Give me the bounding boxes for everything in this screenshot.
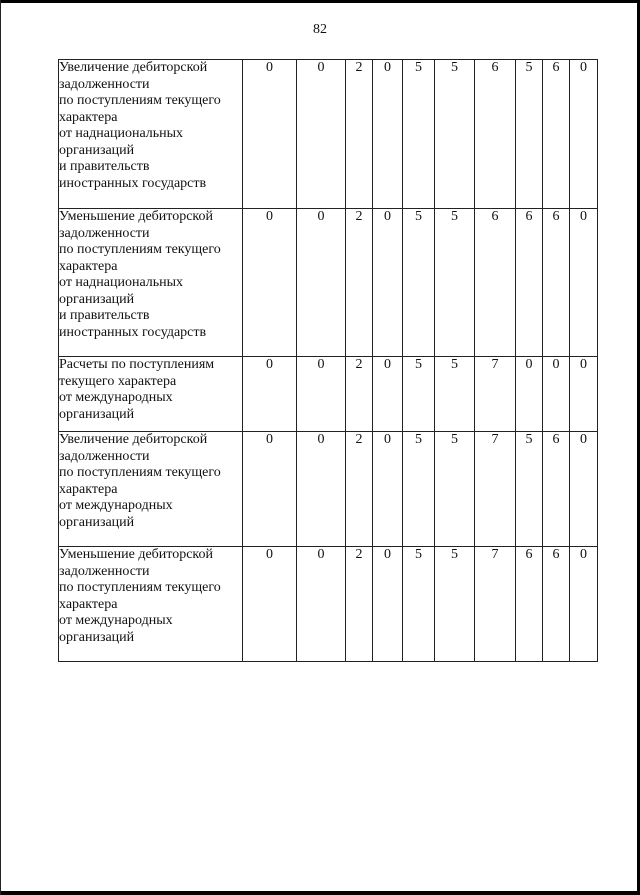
code-digit-cell: 5 <box>403 60 435 209</box>
row-label <box>59 209 243 357</box>
code-digit-cell: 0 <box>373 547 403 662</box>
code-digit-cell: 6 <box>516 209 543 357</box>
code-digit-cell: 0 <box>243 357 297 432</box>
code-digit-cell: 2 <box>346 209 373 357</box>
code-digit-cell: 0 <box>516 357 543 432</box>
code-digit-cell: 6 <box>475 60 516 209</box>
code-digit-cell: 0 <box>297 547 346 662</box>
code-digit-cell: 0 <box>243 432 297 547</box>
label-line: и правительств <box>59 159 150 174</box>
scan-border-left <box>0 0 1 895</box>
row-label <box>59 547 243 662</box>
code-digit-cell: 0 <box>570 60 598 209</box>
label-line: и правительств <box>59 308 150 323</box>
label-line: текущего характера <box>59 373 177 389</box>
code-digit-cell: 0 <box>373 60 403 209</box>
table-row <box>59 60 598 209</box>
table-row <box>59 357 598 432</box>
label-line: от наднациональных <box>59 126 184 141</box>
label-line: от международных <box>59 498 173 513</box>
table-row <box>59 209 598 357</box>
label-line: характера <box>59 109 118 125</box>
label-line: по поступлениям текущего <box>59 242 221 257</box>
label-line: от международных <box>59 613 173 628</box>
label-line: Уменьшение дебиторской <box>59 209 214 224</box>
label-line: задолженности <box>59 225 150 241</box>
label-line: иностранных государств <box>59 175 207 191</box>
row-label <box>59 60 243 209</box>
code-digit-cell: 6 <box>543 60 570 209</box>
code-digit-cell: 5 <box>435 357 475 432</box>
code-digit-cell: 0 <box>297 432 346 547</box>
code-digit-cell: 2 <box>346 60 373 209</box>
code-digit-cell: 6 <box>516 547 543 662</box>
label-line: Уменьшение дебиторской <box>59 547 214 562</box>
code-digit-cell: 5 <box>435 547 475 662</box>
code-digit-cell: 6 <box>543 432 570 547</box>
code-digit-cell: 0 <box>243 547 297 662</box>
code-digit-cell: 7 <box>475 432 516 547</box>
label-line: Расчеты по поступлениям <box>59 357 215 372</box>
code-digit-cell: 0 <box>373 432 403 547</box>
label-line: по поступлениям текущего <box>59 93 221 108</box>
code-digit-cell: 0 <box>570 547 598 662</box>
code-digit-cell: 5 <box>403 209 435 357</box>
label-line: от наднациональных <box>59 275 184 290</box>
label-line: задолженности <box>59 76 150 92</box>
code-digit-cell: 5 <box>435 432 475 547</box>
code-digit-cell: 5 <box>516 432 543 547</box>
code-digit-cell: 5 <box>403 547 435 662</box>
code-digit-cell: 5 <box>516 60 543 209</box>
code-digit-cell: 0 <box>243 60 297 209</box>
code-digit-cell: 0 <box>543 357 570 432</box>
label-line: характера <box>59 481 118 497</box>
code-digit-cell: 7 <box>475 547 516 662</box>
code-digit-cell: 2 <box>346 357 373 432</box>
table-row <box>59 547 598 662</box>
code-digit-cell: 7 <box>475 357 516 432</box>
code-digit-cell: 0 <box>297 357 346 432</box>
code-digit-cell: 0 <box>297 209 346 357</box>
label-line: характера <box>59 258 118 274</box>
row-label <box>59 357 243 432</box>
label-line: от международных <box>59 390 173 405</box>
scan-border-top <box>0 0 640 3</box>
label-line: задолженности <box>59 563 150 579</box>
code-digit-cell: 5 <box>435 60 475 209</box>
table-body <box>59 60 598 662</box>
code-digit-cell: 0 <box>570 357 598 432</box>
code-digit-cell: 0 <box>373 357 403 432</box>
label-line: организаций <box>59 291 135 307</box>
code-digit-cell: 5 <box>403 357 435 432</box>
label-line: организаций <box>59 514 135 530</box>
row-label <box>59 432 243 547</box>
code-digit-cell: 5 <box>403 432 435 547</box>
code-digit-cell: 0 <box>297 60 346 209</box>
label-line: задолженности <box>59 448 150 464</box>
code-digit-cell: 5 <box>435 209 475 357</box>
label-line: Увеличение дебиторской <box>59 432 208 447</box>
scan-border-bottom <box>0 891 640 895</box>
code-digit-cell: 2 <box>346 547 373 662</box>
code-digit-cell: 0 <box>373 209 403 357</box>
code-digit-cell: 6 <box>543 209 570 357</box>
label-line: организаций <box>59 629 135 645</box>
label-line: Увеличение дебиторской <box>59 60 208 75</box>
code-digit-cell: 6 <box>475 209 516 357</box>
label-line: иностранных государств <box>59 324 207 340</box>
page-number: 82 <box>313 22 327 37</box>
label-line: по поступлениям текущего <box>59 580 221 595</box>
code-digit-cell: 0 <box>570 432 598 547</box>
table-row <box>59 432 598 547</box>
code-digit-cell: 2 <box>346 432 373 547</box>
classification-code-table <box>58 59 598 662</box>
label-line: характера <box>59 596 118 612</box>
code-digit-cell: 0 <box>570 209 598 357</box>
code-digit-cell: 6 <box>543 547 570 662</box>
label-line: организаций <box>59 406 135 422</box>
label-line: по поступлениям текущего <box>59 465 221 480</box>
code-digit-cell: 0 <box>243 209 297 357</box>
label-line: организаций <box>59 142 135 158</box>
